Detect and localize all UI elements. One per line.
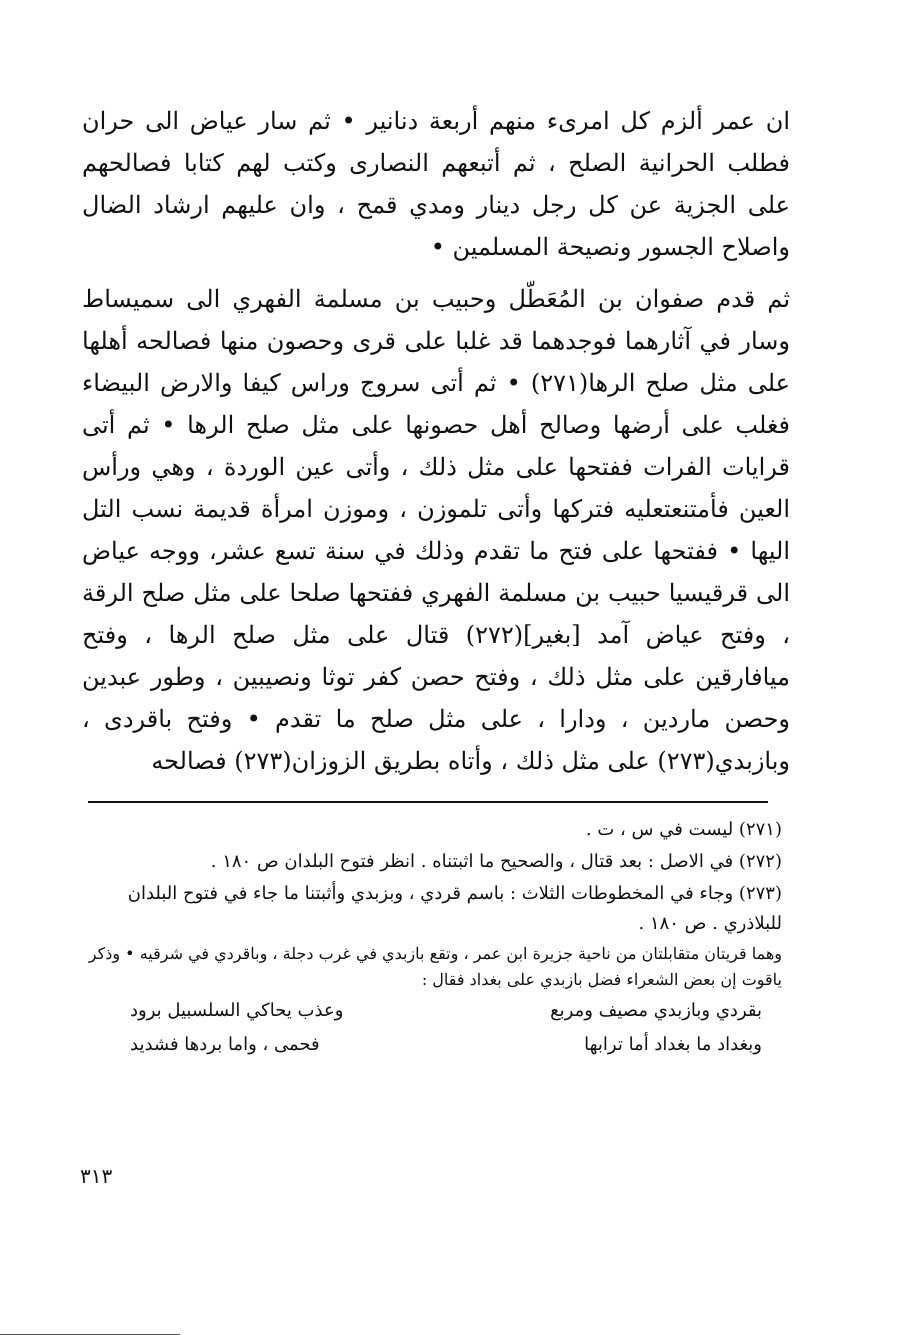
verse-2-second-hemistich: فحمى ، واما بردها فشديد [130, 1034, 320, 1055]
footnotes [80, 815, 782, 1061]
footnote-divider [88, 801, 768, 803]
verse-1-first-hemistich: بقردي وبازبدي مصيف ومربع [550, 1000, 762, 1021]
verse-1-second-hemistich: وعذب يحاكي السلسبيل برود [130, 1000, 344, 1021]
verse-line-1 [80, 995, 782, 1027]
paragraph-gap [82, 268, 790, 278]
footnote-273-note: وهما قريتان متقابلتان من ناحية جزيرة ابن عمر ، وتقع بازبدي في غرب دجلة ، وباقردي في شرقيه • وذكر ياقوت إن بعض الشعراء فضل بازبدي على بغداد فقال : [88, 944, 782, 989]
footnote-273: (٢٧٣) وجاء في المخطوطات الثلاث : باسم قردي ، وبزبدي وأثبتنا ما جاء في فتوح البلدان للبلاذري . ص ١٨٠ . [127, 883, 782, 934]
paragraph-2: ثم قدم صفوان بن المُعَطّل وحبيب بن مسلمة الفهري الى سميساط وسار في آثارهما فوجدهما قد غلبا على قرى وحصون منها فصالحه أهلها على مثل صلح الرها(٢٧١) • ثم أتى سروج وراس كيفا والارض البيضاء فغلب على أرضها وصالح أهل حصونها على مثل صلح الرها • ثم أتى قرايات الفرات ففتحها على مثل ذلك ، وأتى عين الوردة ، وهي ورأس العين فأمتنعتعليه فتركها وأتى تلموزن ، وموزن امرأة قديمة نسب التل اليها • ففتحها على فتح ما تقدم وذلك في سنة تسع عشر، ووجه عياض الى قرقيسيا حبيب بن مسلمة الفهري ففتحها صلحا على مثل صلح الرقة ، وفتح عياض آمد [بغير](٢٧٢) قتال على مثل صلح الرها ، وفتح ميافارقين على مثل ذلك ، وفتح حصن كفر توثا ونصيبين ، وطور عبدين وحصن ماردين ، ودارا ، على مثل صلح ما تقدم • وفتح باقردى ، وبازبدي(٢٧٣) على مثل ذلك ، وأتاه بطريق الزوزان(٢٧٣) فصالحه [82, 285, 791, 775]
verse-line-2 [80, 1029, 782, 1061]
verse-2-first-hemistich: وبغداد ما بغداد أما ترابها [584, 1034, 762, 1055]
footnote-271: (٢٧١) ليست في س ، ت . [585, 819, 782, 840]
main-text [82, 100, 790, 782]
footnote-272: (٢٧٢) في الاصل : بعد قتال ، والصحيح ما اثبتناه . انظر فتوح البلدان ص ١٨٠ . [210, 851, 782, 872]
page-number: ٣١٣ [80, 1164, 113, 1188]
paragraph-1: ان عمر ألزم كل امرىء منهم أربعة دنانير • ثم سار عياض الى حران فطلب الحرانية الصلح ، ثم أتبعهم النصارى وكتب لهم كتابا فصالحهم على الجزية عن كل رجل دينار ومدي قمح ، وان عليهم ارشاد الضال واصلاح الجسور ونصيحة المسلمين • [82, 107, 790, 261]
